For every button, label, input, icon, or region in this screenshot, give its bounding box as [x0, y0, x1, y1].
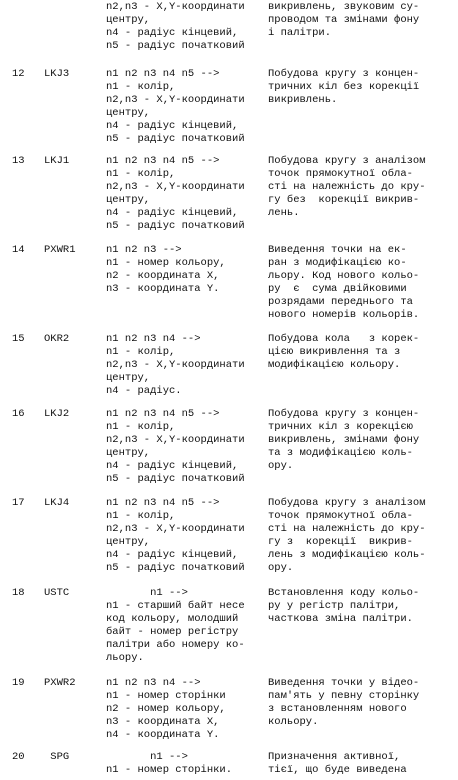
description-line: нового номерів кольорів. [268, 309, 420, 321]
row-number: 12 [12, 68, 25, 80]
description-cell [268, 244, 456, 322]
description-line: сті на належність до кру- [268, 523, 426, 535]
parameter-line: n1 - колір, [106, 81, 176, 93]
description-line: тричних кіл з корекцією [268, 421, 413, 433]
description-line: ран з модифікацією ко- [268, 257, 407, 269]
parameter-line: n1 n2 n3 n4 n5 --> [106, 68, 220, 80]
function-name: USTC [44, 587, 70, 599]
parameter-line: n1 - колір, [106, 421, 176, 433]
parameter-line: n1 n2 n3 n4 n5 --> [106, 408, 220, 420]
parameter-line: код кольору, молодший [106, 613, 239, 625]
description-line: пам'ять у певну сторінку [268, 690, 420, 702]
parameter-line: n3 - координата X, [106, 716, 220, 728]
description-line: розрядами переднього та [268, 296, 413, 308]
parameter-line: n1 - старший байт несе [106, 600, 245, 612]
parameters-cell [106, 333, 266, 398]
parameter-line: центру, [106, 372, 151, 384]
parameter-line: n1 - колір, [106, 510, 176, 522]
parameter-line: байт - номер регістру [106, 626, 239, 638]
description-cell [268, 155, 456, 220]
parameter-line: n1 n2 n3 --> [106, 244, 182, 256]
parameter-line: n5 - радіус початковий [106, 473, 245, 485]
parameter-line: n4 - радіус кінцевий, [106, 27, 239, 39]
parameter-line: центру, [106, 447, 151, 459]
function-name: PXWR2 [44, 677, 76, 689]
row-number: 14 [12, 244, 25, 256]
parameter-line: n1 - номер сторінки [106, 690, 226, 702]
parameter-line: n1 - колір, [106, 346, 176, 358]
parameter-line: n2 - номер кольору, [106, 703, 226, 715]
parameters-cell [106, 587, 266, 665]
parameter-line: n4 - координата Y. [106, 729, 220, 741]
parameter-line: n4 - радіус кінцевий, [106, 207, 239, 219]
description-line: Виведення точки на ек- [268, 244, 407, 256]
function-name: LKJ2 [44, 408, 70, 420]
parameter-line: n1 - номер кольору, [106, 257, 226, 269]
parameter-line: n2,n3 - X,Y-координати [106, 94, 245, 106]
description-cell [268, 333, 456, 372]
description-line: сті на належність до кру- [268, 181, 426, 193]
description-cell [268, 751, 456, 777]
description-line: лень. [268, 207, 300, 219]
parameters-cell [106, 751, 266, 777]
description-cell [268, 587, 456, 626]
row-number: 17 [12, 497, 25, 509]
function-name: LKJ1 [44, 155, 70, 167]
parameter-line: n5 - радіус початковий [106, 562, 245, 574]
parameter-line: n1 n2 n3 n4 --> [106, 677, 201, 689]
parameter-line: n2,n3 - X,Y-координати [106, 434, 245, 446]
function-name: PXWR1 [44, 244, 76, 256]
parameter-line: центру, [106, 107, 151, 119]
description-line: ру є сума двійковими [268, 283, 407, 295]
description-line: Побудова кругу з концен- [268, 68, 420, 80]
description-cell [268, 68, 456, 107]
description-line: Побудова кола з корек- [268, 333, 420, 345]
description-line: викривлень. [268, 94, 338, 106]
description-line: цією викривлення та з [268, 346, 401, 358]
parameter-line: n3 - координата Y. [106, 283, 220, 295]
description-line: Виведення точки у відео- [268, 677, 420, 689]
parameter-line: n4 - радіус кінцевий, [106, 460, 239, 472]
row-number: 19 [12, 677, 25, 689]
parameter-line: n5 - радіус початковий [106, 40, 245, 52]
parameters-cell [106, 1, 266, 53]
description-line: лень з модифікацією коль- [268, 549, 426, 561]
parameter-line: n1 - номер сторінки. [106, 764, 233, 776]
parameter-line: n1 n2 n3 n4 n5 --> [106, 497, 220, 509]
parameter-line: n2 - координата X, [106, 270, 220, 282]
description-line: гу без корекції викрив- [268, 194, 420, 206]
row-number: 13 [12, 155, 25, 167]
parameter-line: n4 - радіус кінцевий, [106, 120, 239, 132]
description-line: Побудова кругу з концен- [268, 408, 420, 420]
function-name: OKR2 [44, 333, 70, 345]
description-line: Встановлення коду кольо- [268, 587, 420, 599]
parameter-line: n4 - радіус кінцевий, [106, 549, 239, 561]
row-number: 18 [12, 587, 25, 599]
description-line: ру у регістр палітри, [268, 600, 401, 612]
parameter-line: центру, [106, 194, 151, 206]
description-line: гу з корекції викрив- [268, 536, 413, 548]
parameters-cell [106, 155, 266, 233]
description-line: викривлень, звуковим су- [268, 1, 420, 13]
parameter-line: n1 n2 n3 n4 --> [106, 333, 201, 345]
row-number: 20 [12, 751, 25, 763]
description-line: модифікацією кольору. [268, 359, 401, 371]
description-line: ору. [268, 460, 294, 472]
description-line: тричних кіл без корекції [268, 81, 420, 93]
parameter-line: центру, [106, 536, 151, 548]
parameter-line: n2,n3 - X,Y-координати [106, 181, 245, 193]
parameter-line: n2,n3 - X,Y-координати [106, 1, 245, 13]
row-number: 15 [12, 333, 25, 345]
description-line: викривлень, змінами фону [268, 434, 420, 446]
description-line: кольору. [268, 716, 319, 728]
parameter-line: n1 --> [106, 751, 188, 763]
description-line: точок прямокутної обла- [268, 510, 413, 522]
parameter-line: n4 - радіус. [106, 385, 182, 397]
description-line: ору. [268, 562, 294, 574]
description-line: Побудова кругу з аналізом [268, 497, 426, 509]
parameter-line: льору. [106, 652, 144, 664]
description-line: льору. Код нового кольо- [268, 270, 420, 282]
description-line: часткова зміна палітри. [268, 613, 413, 625]
parameters-cell [106, 497, 266, 575]
function-name: LKJ4 [44, 497, 70, 509]
parameters-cell [106, 68, 266, 146]
description-cell [268, 408, 456, 473]
parameter-line: n1 --> [106, 587, 188, 599]
parameters-cell [106, 408, 266, 486]
parameter-line: n5 - радіус початковий [106, 220, 245, 232]
description-line: Побудова кругу з аналізом [268, 155, 426, 167]
parameter-line: центру, [106, 14, 151, 26]
parameters-cell [106, 244, 266, 296]
description-cell [268, 1, 456, 40]
parameter-line: n5 - радіус початковий [106, 133, 245, 145]
function-name: LKJ3 [44, 68, 70, 80]
parameter-line: n2,n3 - X,Y-координати [106, 523, 245, 535]
description-cell [268, 497, 456, 575]
description-line: тієї, що буде виведена [268, 764, 407, 776]
function-name: SPG [44, 751, 70, 763]
row-number: 16 [12, 408, 25, 420]
parameter-line: n1 n2 n3 n4 n5 --> [106, 155, 220, 167]
description-line: точок прямокутної обла- [268, 168, 413, 180]
parameter-line: палітри або номеру ко- [106, 639, 245, 651]
parameter-line: n1 - колір, [106, 168, 176, 180]
description-line: та з модифікацією коль- [268, 447, 413, 459]
description-line: з встановленням нового [268, 703, 407, 715]
description-line: і палітри. [268, 27, 332, 39]
description-line: проводом та змінами фону [268, 14, 420, 26]
description-cell [268, 677, 456, 729]
parameters-cell [106, 677, 266, 742]
description-line: Призначення активної, [268, 751, 401, 763]
parameter-line: n2,n3 - X,Y-координати [106, 359, 245, 371]
